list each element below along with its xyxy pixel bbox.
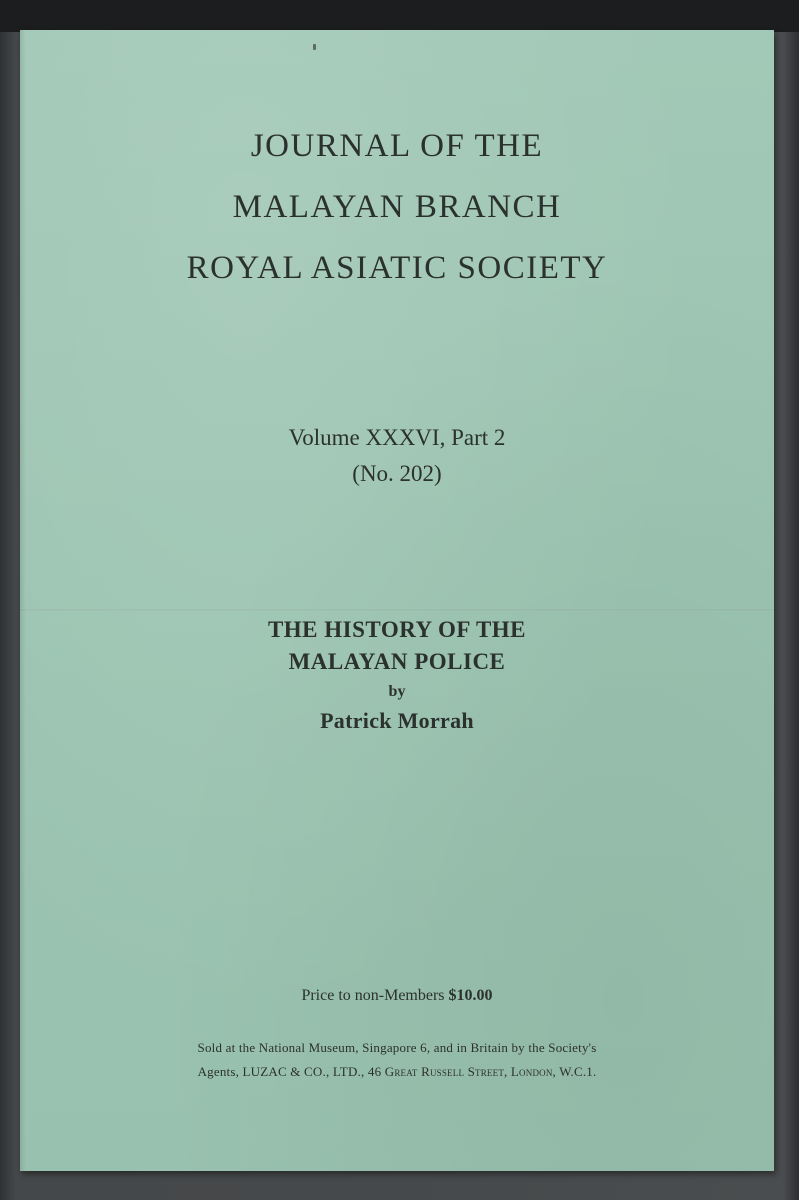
article-title-line-2: MALAYAN POLICE: [288, 649, 506, 674]
article-block: [20, 614, 774, 736]
article-by: by: [388, 683, 406, 700]
backdrop-top-edge: [0, 0, 799, 32]
price-label: Price to non-Members: [301, 987, 445, 1004]
journal-title-line-2: MALAYAN BRANCH: [232, 189, 562, 225]
sold-line-2: [20, 1060, 774, 1084]
journal-cover: [20, 30, 774, 1171]
sold-line-2-address: Great Russell Street, London, W.C.1.: [384, 1064, 597, 1079]
article-title-line-1: THE HISTORY OF THE: [267, 617, 527, 642]
article-author: Patrick Morrah: [320, 708, 474, 733]
sold-notice: [20, 1036, 774, 1084]
sold-line-1: Sold at the National Museum, Singapore 6, and in Britain by the Society's: [197, 1040, 597, 1055]
sold-line-2-agents: Agents, LUZAC & CO., LTD., 46: [197, 1064, 385, 1079]
paper-speck: [313, 44, 316, 50]
journal-title-line-1: JOURNAL OF THE: [250, 128, 544, 164]
volume-label: Volume XXXVI, Part 2: [288, 425, 506, 450]
issue-info: [20, 420, 774, 492]
price-amount: $10.00: [448, 987, 493, 1004]
fold-crease: [20, 608, 774, 611]
issue-number: (No. 202): [352, 461, 442, 486]
journal-title: [20, 116, 774, 299]
price-line: [20, 987, 774, 1005]
journal-title-line-3: ROYAL ASIATIC SOCIETY: [186, 250, 608, 286]
